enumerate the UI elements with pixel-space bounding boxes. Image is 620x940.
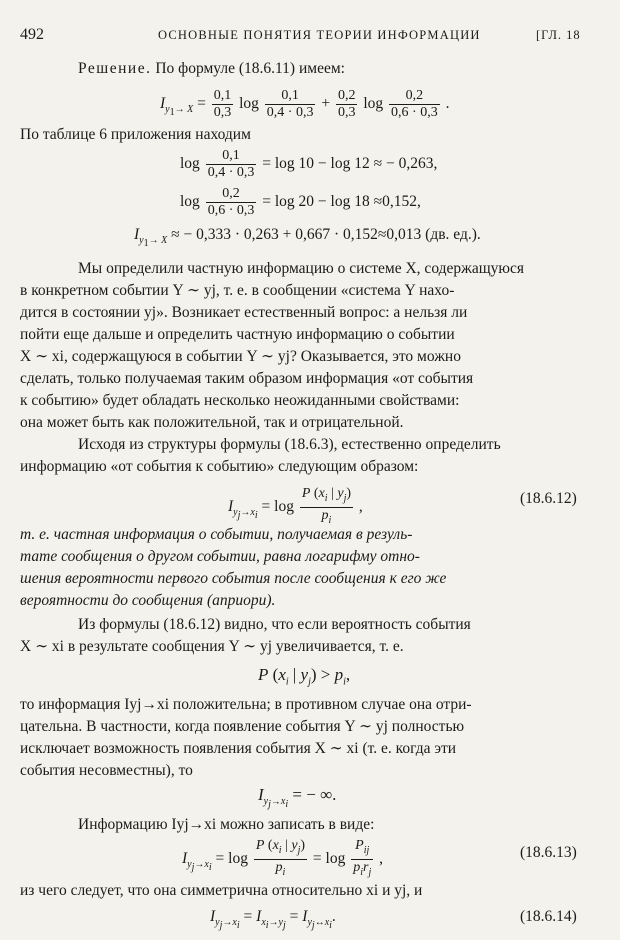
calc-line-3-rhs: ≈ − 0,333 · 0,263 + 0,667 · 0,152≈0,013 (дв. ед.). bbox=[171, 226, 481, 243]
p1-line: Мы определили частную информацию о системе X, содержащуюся bbox=[78, 260, 524, 277]
p3-line: т. е. частная информация о событии, получаемая в резуль- bbox=[20, 526, 413, 543]
p1-line: она может быть как положительной, так и отрицательной. bbox=[20, 414, 404, 431]
equation-18-6-13: $I_{y_j\to x_i} = \log$ $\frac{P (x_i | y_j)}{p_i}$ = log $\frac{P_{ij}}{p_ir_j}$ , bbox=[182, 838, 383, 878]
p3-line: вероятности до сообщения (априори). bbox=[20, 592, 276, 609]
p5-line: исключает возможность появления события X ∼ xi (т. е. когда эти bbox=[20, 740, 457, 757]
solution-line bbox=[78, 58, 345, 80]
p4-line: X ∼ xi в результате сообщения Y ∼ yj увеличивается, т. е. bbox=[20, 638, 404, 655]
running-title: ОСНОВНЫЕ ПОНЯТИЯ ТЕОРИИ ИНФОРМАЦИИ bbox=[158, 28, 481, 42]
calc-line-1-rhs: = log 10 − log 12 ≈ − 0,263, bbox=[262, 155, 438, 173]
inequality: P ($x_i$ | $y_j) > p_i$, bbox=[258, 665, 351, 688]
paragraph-6: Информацию Iyj→xi можно записать в виде: bbox=[78, 816, 375, 833]
page-number: 492 bbox=[20, 26, 44, 43]
p1-line: в конкретном событии Y ∼ yj, т. е. в сообщении «система Y нахо- bbox=[20, 282, 455, 299]
p1-line: пойти еще дальше и определить частную информацию о событии bbox=[20, 326, 455, 343]
calc-line-2-rhs: = log 20 − log 18 ≈0,152, bbox=[262, 193, 421, 211]
p5-line: то информация Iyj→xi положительна; в противном случае она отри- bbox=[20, 696, 472, 713]
p3-line: тате сообщения о другом событии, равна логарифму отно- bbox=[20, 548, 420, 565]
p5-line: события несовместны), то bbox=[20, 762, 193, 779]
solution-intro: По формуле (18.6.11) имеем: bbox=[155, 60, 345, 77]
calc-line-3: $I_{y_1\to X}$ ≈ − 0,333 · 0,263 + 0,667 · 0,152≈0,013 (дв. ед.). bbox=[134, 226, 481, 250]
equation-18-6-14: $I_{y_j\to x_i} = I_{x_i\to y_j} = I_{y_j\leftrightarrow x_i}$. bbox=[210, 908, 336, 932]
solution-label: Решение. bbox=[78, 60, 152, 77]
equation-minus-infinity: $I_{y_j\to x_i}$ = − ∞. bbox=[258, 785, 337, 811]
eq13-number: (18.6.13) bbox=[520, 844, 577, 861]
paragraph-7: из чего следует, что она симметрична относительно xi и yj, и bbox=[20, 882, 423, 899]
eq12-number: (18.6.12) bbox=[520, 490, 577, 507]
p1-line: сделать, только получаемая таким образом информация «от события bbox=[20, 370, 474, 387]
p4-line: Из формулы (18.6.12) видно, что если вероятность события bbox=[78, 616, 471, 633]
eq14-number: (18.6.14) bbox=[520, 908, 577, 925]
calc-line-2: log $\frac{0,2}{0,6 \cdot 0,3}$ = log 20 − log 18 ≈0,152, bbox=[180, 186, 421, 218]
calc-line-1: log $\frac{0,1}{0,4 \cdot 0,3}$ = log 10 − log 12 ≈ − 0,263, bbox=[180, 148, 438, 180]
chapter-label: [ГЛ. 18 bbox=[536, 28, 581, 42]
table-line: По таблице 6 приложения находим bbox=[20, 126, 251, 143]
equation-iy1x: $I_{y_1\to X}$ = $\frac{0,1}{0,3}$ log $\frac{0,1}{0,4 \cdot 0,3}$ + $\frac{0,2}{0,3}$ log $\frac{0,2}{0,6 \cdot 0,3}$ . bbox=[160, 88, 450, 120]
p1-line: X ∼ xi, содержащуюся в событии Y ∼ yj? Оказывается, это можно bbox=[20, 348, 461, 365]
p3-line: шения вероятности первого события после сообщения к его же bbox=[20, 570, 447, 587]
p2-line: информацию «от события к событию» следующим образом: bbox=[20, 458, 419, 475]
equation-18-6-12: $I_{y_j\to x_i} = \log$ $\frac{P (x_i | y_j)}{p_i}$ , bbox=[228, 486, 363, 526]
p1-line: к событию» будет обладать несколько неожиданными свойствами: bbox=[20, 392, 460, 409]
p5-line: цательна. В частности, когда появление события Y ∼ yj полностью bbox=[20, 718, 465, 735]
p2-line: Исходя из структуры формулы (18.6.3), естественно определить bbox=[78, 436, 501, 453]
p1-line: дится в состоянии yj». Возникает естественный вопрос: а нельзя ли bbox=[20, 304, 468, 321]
page-header bbox=[0, 26, 620, 50]
